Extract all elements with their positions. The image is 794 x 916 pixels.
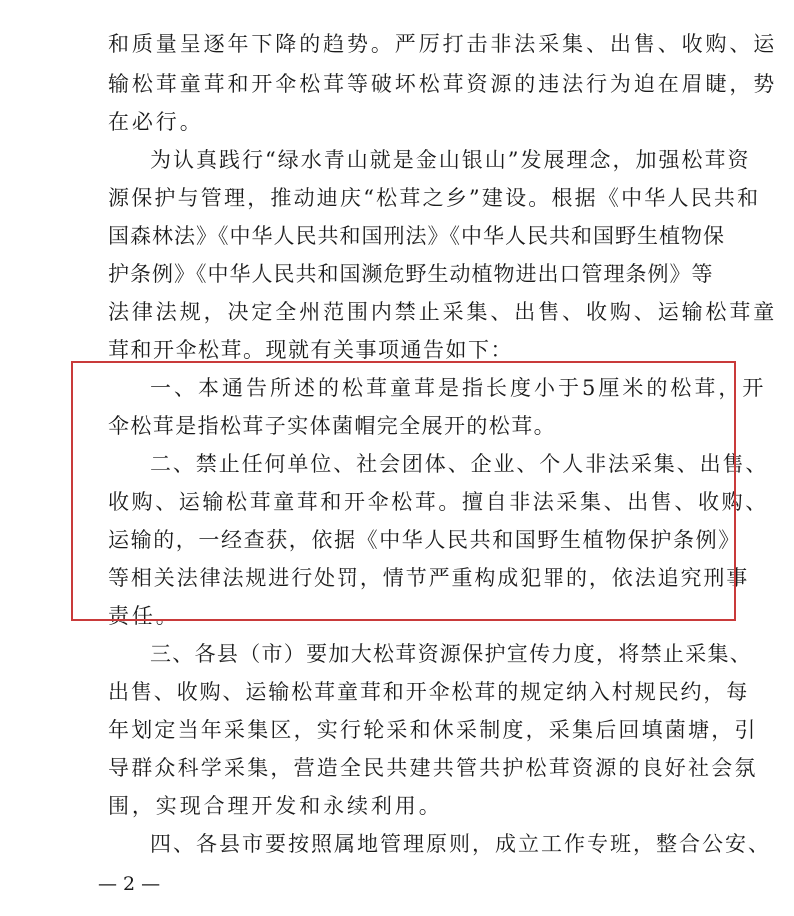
text-line <box>0 184 794 212</box>
text-line <box>0 260 794 288</box>
text-line <box>0 70 794 98</box>
text-line <box>0 30 794 58</box>
text-line <box>0 678 794 706</box>
text-line <box>0 146 794 174</box>
text-line <box>0 754 794 782</box>
text-line <box>0 830 794 858</box>
line-text: 国森林法》《中华人民共和国刑法》《中华人民共和国野生植物保 <box>108 224 725 248</box>
line-text: 在必行。 <box>108 110 204 134</box>
line-text: 等相关法律法规进行处罚，情节严重构成犯罪的，依法追究刑事 <box>108 566 750 590</box>
text-line <box>0 792 794 820</box>
text-line <box>0 640 794 668</box>
line-text: 导群众科学采集，营造全民共建共管共护松茸资源的良好社会氛 <box>108 756 758 780</box>
line-text: 出售、收购、运输松茸童茸和开伞松茸的规定纳入村规民约，每 <box>108 680 750 704</box>
line-text: 为认真践行“绿水青山就是金山银山”发展理念，加强松茸资 <box>150 148 751 172</box>
text-line <box>0 108 794 136</box>
highlight-box <box>71 361 736 621</box>
line-text: 源保护与管理，推动迪庆“松茸之乡”建设。根据《中华人民共和 <box>108 186 761 210</box>
text-line <box>0 716 794 744</box>
line-text: 围，实现合理开发和永续利用。 <box>108 794 443 818</box>
line-text: 输松茸童茸和开伞松茸等破坏松茸资源的违法行为迫在眉睫，势 <box>108 72 778 96</box>
line-text: 茸和开伞松茸。现就有关事项通告如下： <box>108 338 513 362</box>
line-text: 一、本通告所述的松茸童茸是指长度小于5厘米的松茸，开 <box>150 376 767 400</box>
page-number: — 2 — <box>98 873 161 895</box>
line-text: 年划定当年采集区，实行轮采和休采制度，采集后回填菌塘，引 <box>108 718 758 742</box>
line-text: 伞松茸是指松茸子实体菌帽完全展开的松茸。 <box>108 414 556 438</box>
line-text: 二、禁止任何单位、社会团体、企业、个人非法采集、出售、 <box>150 452 769 476</box>
text-line <box>0 336 794 364</box>
line-text: 法律法规，决定全州范围内禁止采集、出售、收购、运输松茸童 <box>108 300 778 324</box>
line-text: 护条例》《中华人民共和国濒危野生动植物进出口管理条例》等 <box>108 262 714 286</box>
line-text: 运输的，一经查获，依据《中华人民共和国野生植物保护条例》 <box>108 528 741 552</box>
line-text: 三、各县（市）要加大松茸资源保护宣传力度，将禁止采集、 <box>150 642 753 666</box>
text-line <box>0 298 794 326</box>
line-text: 和质量呈逐年下降的趋势。严厉打击非法采集、出售、收购、运 <box>108 32 778 56</box>
line-text: 四、各县市要按照属地管理原则，成立工作专班，整合公安、 <box>150 832 771 856</box>
line-text: 责任。 <box>108 604 180 628</box>
line-text: 收购、运输松茸童茸和开伞松茸。擅自非法采集、出售、收购、 <box>108 490 769 514</box>
text-line <box>0 222 794 250</box>
